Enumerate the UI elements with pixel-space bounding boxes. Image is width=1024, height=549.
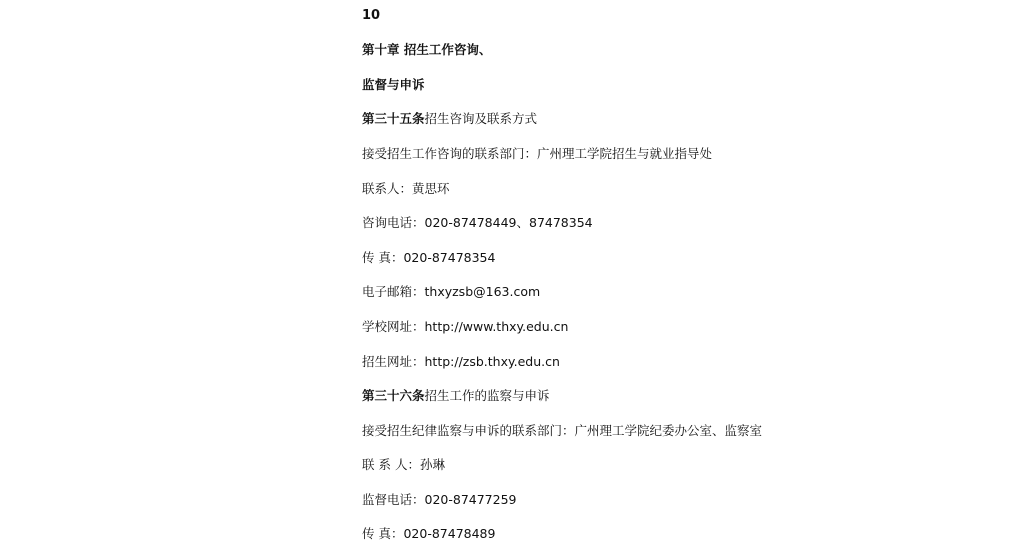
- supervision-contact-person: 联 系 人：孙琳: [362, 457, 445, 472]
- consult-phone: 咨询电话：020-87478449、87478354: [362, 215, 593, 230]
- supervision-fax: 传 真：020-87478489: [362, 526, 496, 541]
- chapter-title-line2: 监督与申诉: [362, 77, 425, 92]
- supervision-phone: 监督电话：020-87477259: [362, 492, 517, 507]
- article-35-title: 招生咨询及联系方式: [424, 111, 538, 126]
- email: 电子邮箱：thxyzsb@163.com: [362, 284, 541, 299]
- article-36-label: 第三十六条: [362, 388, 425, 403]
- article-35-heading: [362, 111, 537, 127]
- article-35-label: 第三十五条: [362, 111, 425, 126]
- supervision-department: 接受招生纪律监察与申诉的联系部门：广州理工学院纪委办公室、监察室: [362, 423, 763, 438]
- page-number: 10: [362, 8, 381, 23]
- fax: 传 真：020-87478354: [362, 250, 496, 265]
- contact-person: 联系人：黄思环: [362, 181, 450, 196]
- admissions-website: 招生网址：http://zsb.thxy.edu.cn: [362, 354, 560, 369]
- contact-department: 接受招生工作咨询的联系部门：广州理工学院招生与就业指导处: [362, 146, 713, 161]
- chapter-title-line1: 第十章 招生工作咨询、: [362, 42, 492, 57]
- school-website: 学校网址：http://www.thxy.edu.cn: [362, 319, 569, 334]
- article-36-heading: [362, 388, 550, 404]
- article-36-title: 招生工作的监察与申诉: [424, 388, 550, 403]
